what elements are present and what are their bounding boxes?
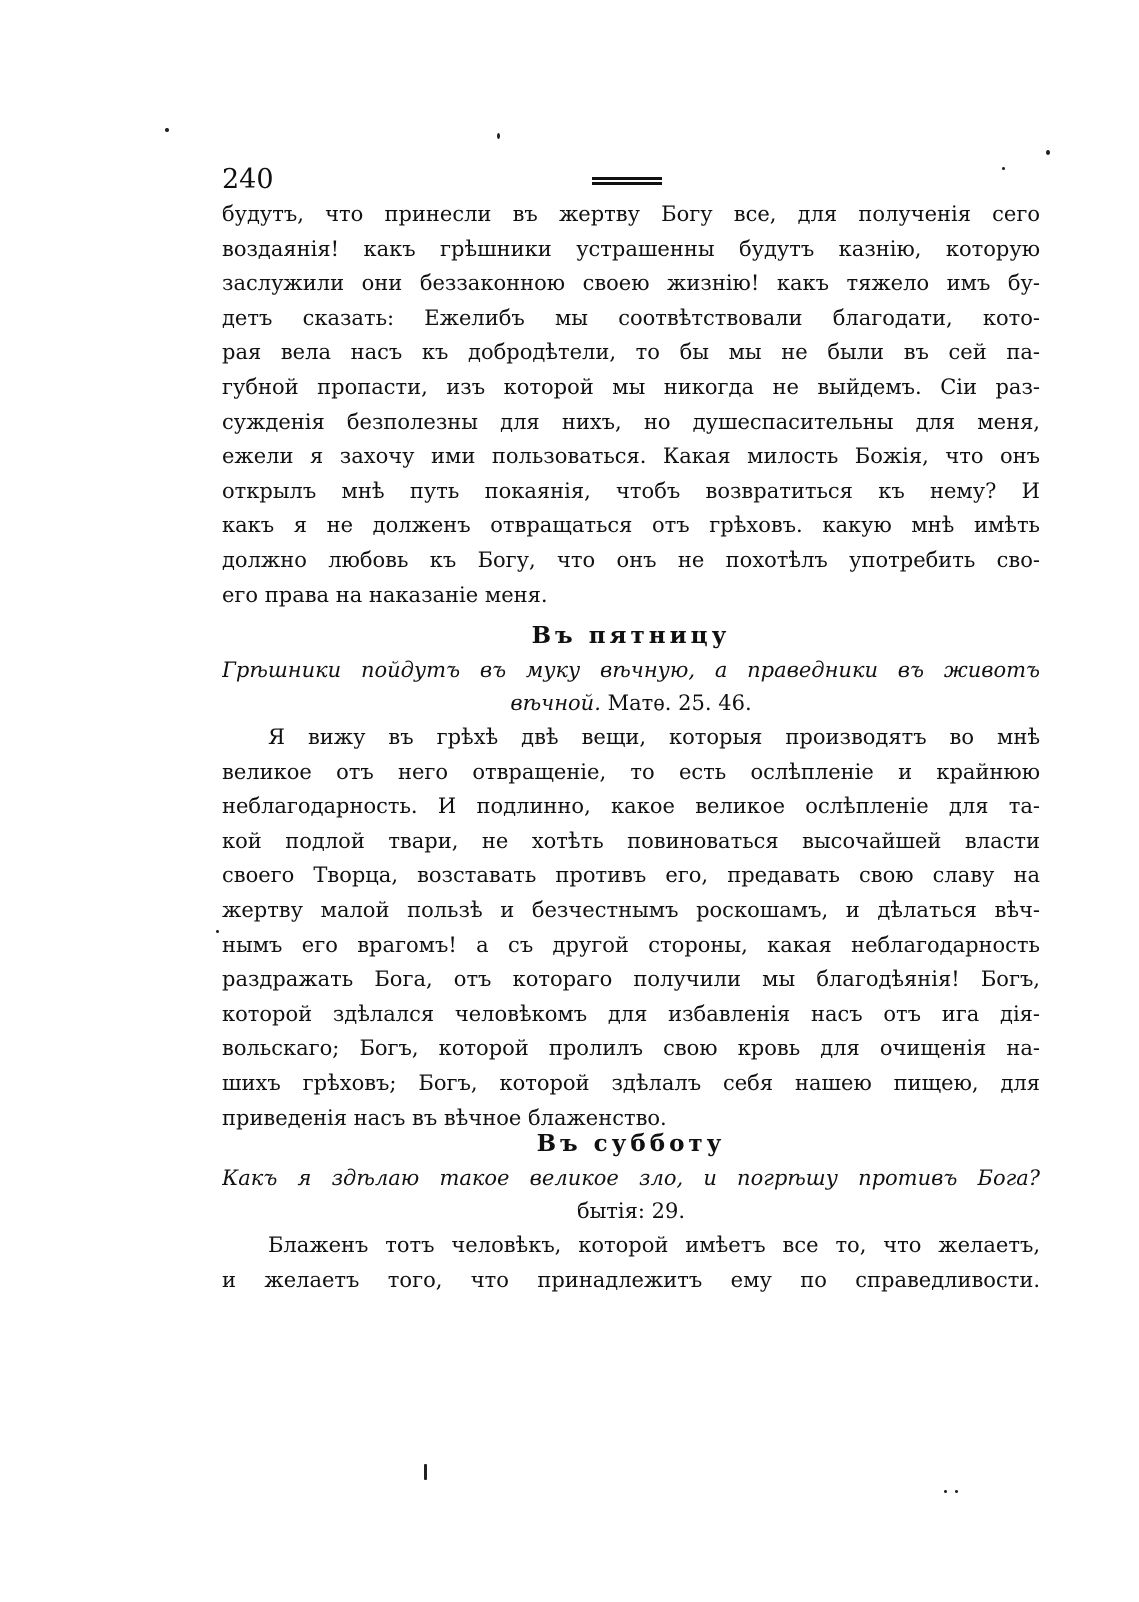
friday-epigraph-end [222,687,1040,720]
text-line: ежели я захочу ими пользоваться. Какая милость Божія, что онъ [222,444,1040,469]
text-line: раздражать Бога, отъ котораго получили мы благодѣянія! Богъ, [222,967,1040,992]
saturday-heading: Въ субботу [536,1130,726,1157]
page-header [222,160,1042,200]
text-line: неблагодарность. И подлинно, какое великое ослѣпленіе для та- [222,794,1040,819]
text-line: открылъ мнѣ путь покаянія, чтобъ возвратиться къ нему? И [222,478,1040,503]
text-line: сужденія безполезны для нихъ, но душеспасительны для меня, [222,409,1040,434]
text-line: его права на наказаніе меня. [222,582,548,607]
text-line: детъ сказать: Ежелибъ мы соотвѣтствовали благодати, кото- [222,305,1040,330]
scan-speck [497,133,500,139]
text-line: заслужили они беззаконною своею жизнію! какъ тяжело имъ бу- [222,271,1040,296]
saturday-reference: бытія: 29. [576,1199,686,1223]
text-line: Я вижу въ грѣхѣ двѣ вещи, которыя производятъ во мнѣ [268,725,1040,749]
saturday-epigraph: Какъ я здѣлаю такое великое зло, и погрѣшу противъ Бога? [222,1166,1040,1190]
scan-speck [1002,167,1005,170]
continuation-paragraph [222,197,1040,612]
text-line: губной пропасти, изъ которой мы никогда не выйдемъ. Сіи раз- [222,374,1040,399]
scan-speck [1046,150,1050,155]
text-line: нымъ его врагомъ! а съ другой стороны, какая неблагодарность [222,932,1040,957]
text-line: приведенія насъ въ вѣчное блаженство. [222,1105,667,1130]
friday-reference: Матѳ. 25. 46. [607,691,752,715]
friday-section [222,618,1040,1135]
text-line: кой подлой твари, не хотѣть повиноваться высочайшей власти [222,828,1040,853]
text-line: вольскаго; Богъ, которой пролилъ свою кровь для очищенія на- [222,1036,1040,1061]
friday-epigraph-line2: вѣчной. [510,691,601,715]
text-line: рая вела насъ къ добродѣтели, то бы мы не были въ сей па- [222,340,1040,365]
saturday-section [222,1126,1040,1297]
text-line: какъ я не долженъ отвращаться отъ грѣховъ. какую мнѣ имѣть [222,513,1040,538]
friday-epigraph: Грѣшники пойдутъ въ муку вѣчную, а праведники въ животъ [222,658,1040,682]
text-line: будутъ, что принесли въ жертву Богу все, для полученія сего [222,202,1040,226]
scan-speck [944,1490,947,1493]
scan-speck [424,1464,427,1480]
scan-speck [955,1490,958,1493]
scan-speck [165,128,169,132]
text-line: которой здѣлался человѣкомъ для избавленія насъ отъ ига дія- [222,1001,1040,1026]
text-line: шихъ грѣховъ; Богъ, которой здѣлалъ себя нашею пищею, для [222,1070,1040,1095]
text-line: великое отъ него отвращеніе, то есть ослѣпленіе и крайнюю [222,759,1040,784]
text-line: своего Творца, возставать противъ его, предавать свою славу на [222,863,1040,888]
saturday-reference-line [222,1195,1040,1228]
scan-speck [216,930,219,933]
header-double-rule [592,177,662,185]
text-line: и желаетъ того, что принадлежитъ ему по справедливости. [222,1267,1040,1292]
text-line: воздаянія! какъ грѣшники устрашенны будутъ казнію, которую [222,236,1040,261]
page-number: 240 [222,164,274,195]
text-line: должно любовь къ Богу, что онъ не похотѣлъ употребить сво- [222,547,1040,572]
text-line: жертву малой пользѣ и безчестнымъ роскошамъ, и дѣлаться вѣч- [222,897,1040,922]
text-line: Блаженъ тотъ человѣкъ, которой имѣетъ все то, что желаетъ, [268,1233,1040,1257]
friday-heading: Въ пятницу [531,622,731,649]
